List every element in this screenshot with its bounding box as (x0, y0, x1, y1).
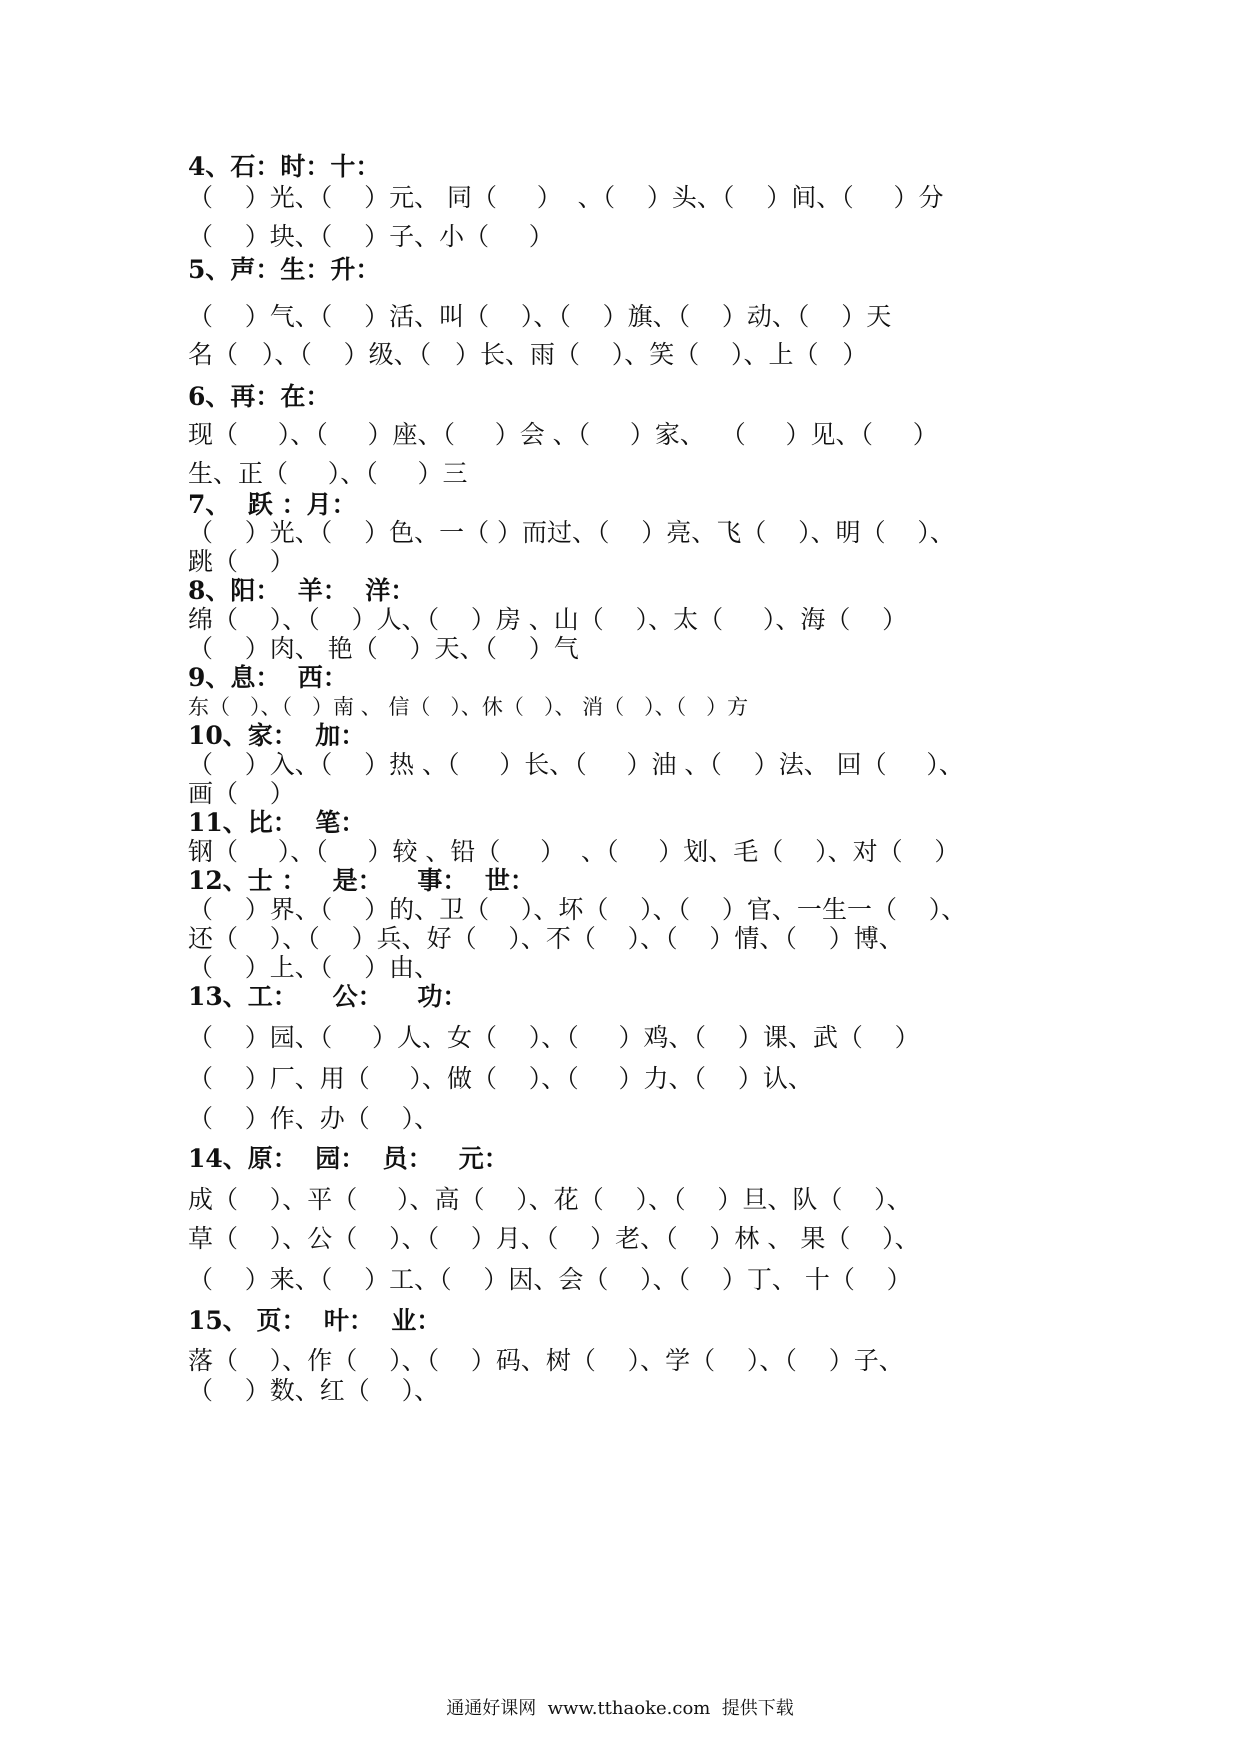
section-5-heading: 5、声：生：升： (188, 255, 381, 284)
section-15-heading: 15、 页： 叶： 业： (188, 1306, 442, 1335)
section-12-line-2: 还（ ）、（ ）兵、好（ ）、不（ ）、（ ）情、（ ）博、 (188, 924, 904, 953)
section-9-line-1: 东（ ）、（ ）南 、 信（ ）、休（ ）、 消（ ）、（ ）方 (188, 695, 749, 719)
section-5-line-1: （ ）气、（ ）活、叫（ ）、（ ）旗、（ ）动、（ ）天 (188, 302, 892, 331)
section-15-line-2: （ ）数、红（ ）、 (188, 1376, 440, 1405)
section-14-line-3: （ ）来、（ ）工、（ ）因、会（ ）、（ ）丁、 十（ ） (188, 1265, 912, 1294)
section-11-line-1: 钢（ ）、（ ）较 、铅（ ） 、（ ）划、毛（ ）、对（ ） (188, 837, 960, 866)
section-10-line-2: 画（ ） (188, 779, 295, 808)
section-13-line-2: （ ）厂、用（ ）、做（ ）、（ ）力、（ ）认、 (188, 1064, 813, 1093)
page-footer: 通通好课网 www.tthaoke.com 提供下载 (446, 1698, 794, 1719)
section-8-line-1: 绵（ ）、（ ）人、（ ）房 、山（ ）、太（ ）、海（ ） (188, 605, 908, 634)
section-10-heading: 10、家： 加： (188, 721, 366, 750)
section-4-line-2: （ ）块、（ ）子、小（ ） (188, 222, 554, 251)
section-14-line-2: 草（ ）、公（ ）、（ ）月、（ ）老、（ ）林 、 果（ ）、 (188, 1224, 920, 1253)
section-4-line-1: （ ）光、（ ）元、 同（ ） 、（ ）头、（ ）间、（ ）分 (188, 183, 944, 212)
section-9-heading: 9、息： 西： (188, 663, 348, 692)
section-10-line-1: （ ）入、（ ）热 、（ ）长、（ ）油 、（ ）法、 回（ ）、 (188, 750, 964, 779)
section-6-line-2: 生、正（ ）、（ ）三 (188, 459, 468, 488)
section-7-line-1: （ ）光、（ ）色、一（ ）而过、（ ）亮、飞（ ）、明（ ）、 (188, 518, 955, 547)
section-15-line-1: 落（ ）、作（ ）、（ ）码、树（ ）、学（ ）、（ ）子、 (188, 1346, 904, 1375)
section-4-heading: 4、石：时：十： (188, 152, 381, 181)
section-7-heading: 7、 跃 ：月： (188, 490, 357, 519)
section-14-line-1: 成（ ）、平（ ）、高（ ）、花（ ）、（ ）旦、队（ ）、 (188, 1185, 912, 1214)
section-14-heading: 14、原： 园： 员： 元： (188, 1144, 509, 1173)
section-6-heading: 6、再：在： (188, 382, 331, 411)
section-11-heading: 11、比： 笔： (188, 808, 366, 837)
section-13-line-3: （ ）作、办（ ）、 (188, 1104, 440, 1133)
section-13-line-1: （ ）园、（ ）人、女（ ）、（ ）鸡、（ ）课、武（ ） (188, 1023, 920, 1052)
section-8-line-2: （ ）肉、 艳（ ）天、（ ）气 (188, 634, 579, 663)
section-6-line-1: 现（ ）、（ ）座、（ ）会 、（ ）家、 （ ）见、（ ） (188, 420, 938, 449)
section-7-line-2: 跳（ ） (188, 547, 295, 576)
section-12-line-1: （ ）界、（ ）的、卫（ ）、坏（ ）、（ ）官、一生一（ ）、 (188, 895, 967, 924)
section-12-line-3: （ ）上、（ ）由、 (188, 953, 440, 982)
section-5-line-2: 名（ ）、（ ）级、（ ）长、雨（ ）、笑（ ）、上（ ） (188, 340, 868, 369)
section-8-heading: 8、阳： 羊： 洋： (188, 576, 416, 605)
section-12-heading: 12、士 ： 是： 事： 世： (188, 866, 535, 895)
section-13-heading: 13、工： 公： 功： (188, 982, 468, 1011)
